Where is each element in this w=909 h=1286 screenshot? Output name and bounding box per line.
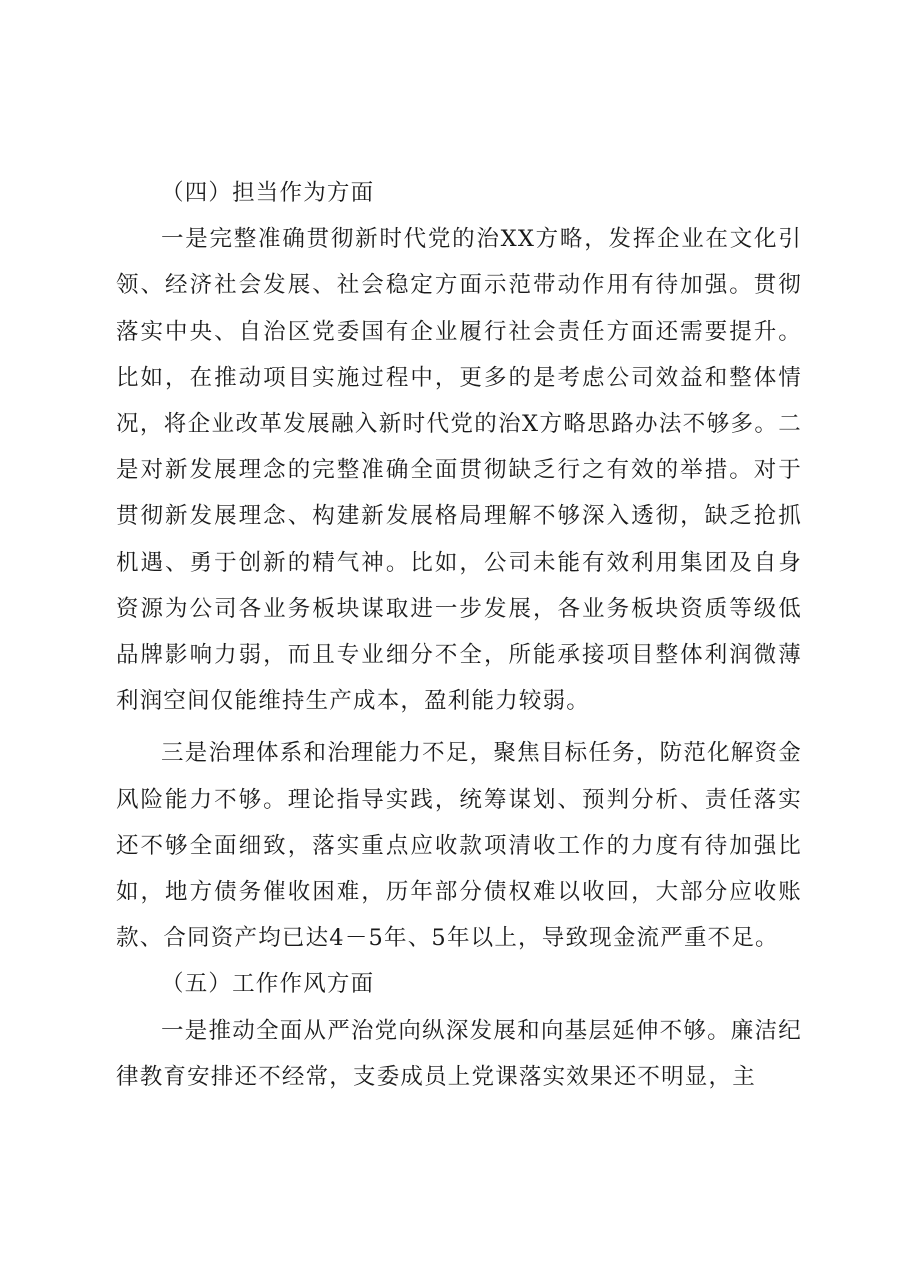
paragraph-work-style: 一是推动全面从严治党向纵深发展和向基层延伸不够。廉洁纪律教育安排还不经常，支委成员上党课落实效果还不明显，主 — [116, 1017, 802, 1090]
paragraph-three: 三是治理体系和治理能力不足，聚焦目标任务，防范化解资金风险能力不够。理论指导实践，统筹谋划、预判分析、责任落实还不够全面细致，落实重点应收款项清收工作的力度有待加强比如，地方债务催收困难，历年部分债权难以收回，大部分应收账款、合同资产均已达4－5年、5年以上，导致现金流严重不足。 — [116, 740, 802, 952]
document-body — [116, 170, 802, 1100]
section-heading-four: （四）担当作为方面 — [161, 180, 375, 206]
paragraph-one: 一是完整准确贯彻新时代党的治XX方略，发挥企业在文化引领、经济社会发展、社会稳定方面示范带动作用有待加强。贯彻落实中央、自治区党委国有企业履行社会责任方面还需要提升。比如，在推动项目实施过程中，更多的是考虑公司效益和整体情况，将企业改革发展融入新时代党的治X方略思路办法不够多。二是对新发展理念的完整准确全面贯彻缺乏行之有效的举措。对于贯彻新发展理念、构建新发展格局理解不够深入透彻，缺乏抢抓机遇、勇于创新的精气神。比如，公司未能有效利用集团及自身资源为公司各业务板块谋取进一步发展，各业务板块资质等级低品牌影响力弱，而且专业细分不全，所能承接项目整体利润微薄利润空间仅能维持生产成本，盈利能力较弱。 — [116, 226, 802, 715]
section-heading-five: （五）工作作风方面 — [161, 971, 375, 998]
